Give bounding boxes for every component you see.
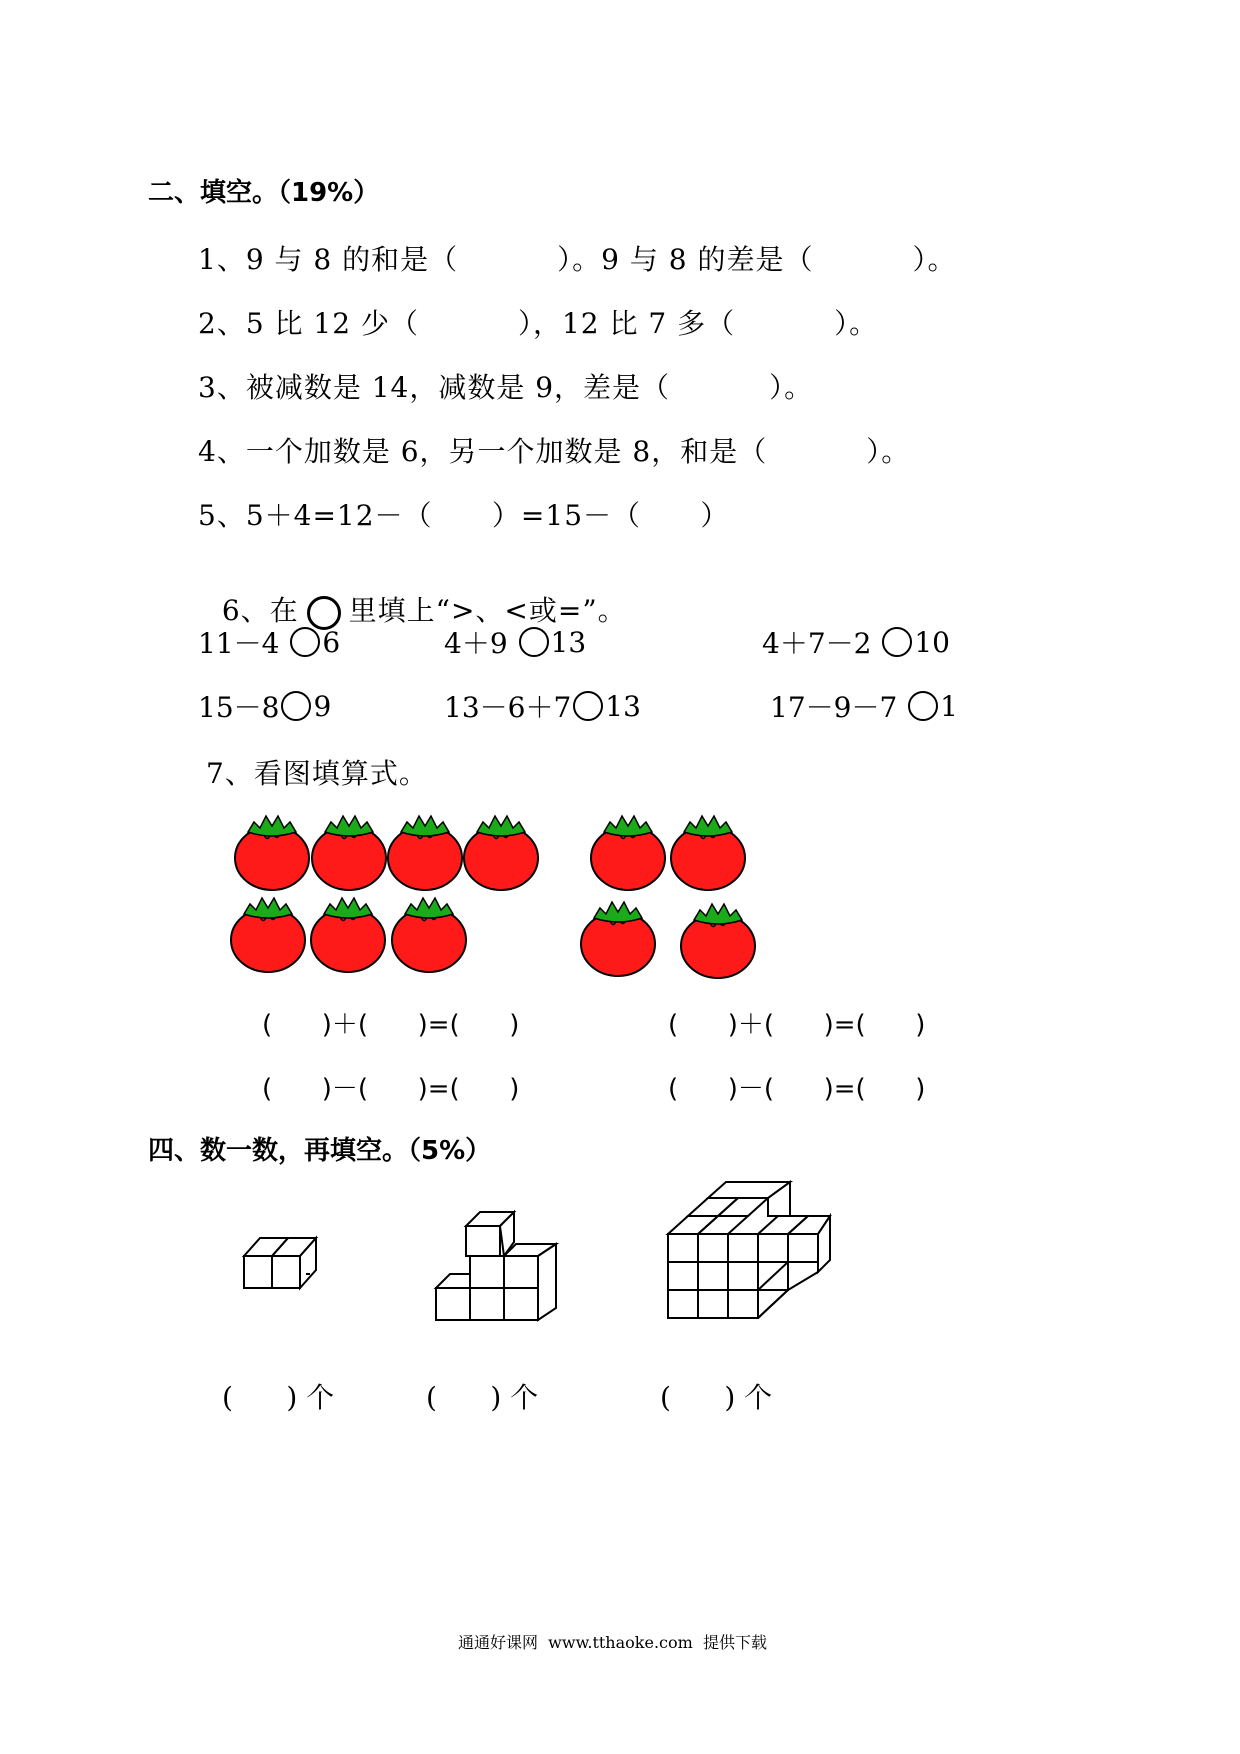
question-5: 5、5＋4=12－（ ）=15－（ ） [198,499,730,532]
question-6-suffix: 里填上“>、<或=”。 [348,594,627,627]
compare-right: 10 [914,625,950,659]
question-6-prefix: 6、在 [221,594,299,627]
question-7: 7、看图填算式。 [206,757,428,790]
compare-left: 4＋9 [444,627,508,660]
equation-blank: ( )＋( )=( ) [262,1010,520,1040]
question-1: 1、9 与 8 的和是（ ）。9 与 8 的差是（ ）。 [198,243,957,276]
cube-figure-2 [436,1212,556,1320]
compare-left: 11－4 [198,627,280,660]
compare-right: 13 [550,625,587,659]
question-3: 3、被减数是 14，减数是 9，差是（ ）。 [198,371,814,404]
compare-left: 13－6＋7 [444,691,572,724]
compare-right: 1 [940,689,958,723]
equation-blank: ( )＋( )=( ) [668,1010,926,1040]
cube-figure-3 [668,1182,830,1318]
compare-left: 4＋7－2 [762,627,872,660]
equation-blank: ( )－( )=( ) [262,1074,520,1104]
footer-source: 通通好课网 www.tthaoke.com 提供下载 [458,1633,767,1652]
question-4: 4、一个加数是 6，另一个加数是 8，和是（ ）。 [198,435,911,468]
compare-right: 6 [322,625,341,659]
count-answer-2: ( ) 个 [426,1381,539,1414]
compare-right: 9 [313,689,332,723]
section-heading-count-cubes: 四、数一数，再填空。（5%） [148,1136,492,1166]
equation-blank: ( )－( )=( ) [668,1074,926,1104]
count-answer-1: ( ) 个 [222,1381,335,1414]
compare-left: 15－8 [198,691,280,724]
compare-right: 13 [605,689,641,723]
question-2: 2、5 比 12 少（ ），12 比 7 多（ ）。 [198,307,879,340]
section-heading-fill-blank: 二、填空。（19%） [148,178,380,208]
count-answer-3: ( ) 个 [660,1381,773,1414]
compare-left: 17－9－7 [770,691,898,724]
cube-figure-1 [244,1238,316,1288]
